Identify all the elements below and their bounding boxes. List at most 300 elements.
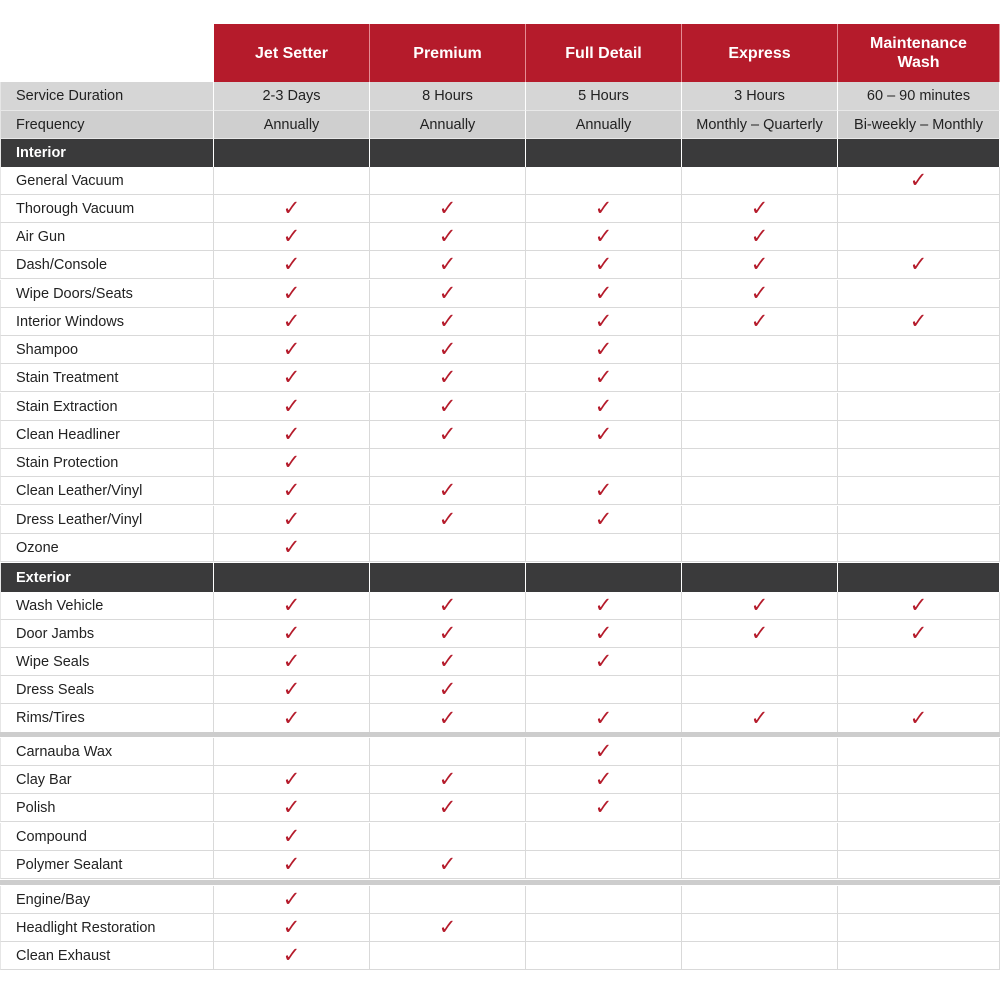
cell-full-detail — [526, 648, 682, 676]
cell-maintenance-wash — [838, 534, 1000, 562]
cell-jet-setter — [214, 421, 370, 449]
checkmark-icon: ✓ — [750, 252, 769, 276]
checkmark-icon: ✓ — [750, 621, 769, 645]
cell-premium — [370, 766, 526, 794]
cell-express — [682, 794, 838, 822]
cell-jet-setter — [214, 534, 370, 562]
table-row — [0, 421, 1000, 449]
row-label: Stain Treatment — [0, 364, 214, 392]
cell-premium — [370, 942, 526, 970]
cell-express — [682, 280, 838, 308]
checkmark-icon: ✓ — [594, 422, 613, 446]
checkmark-icon: ✓ — [282, 224, 301, 248]
cell-express — [682, 648, 838, 676]
cell-express — [682, 364, 838, 392]
cell-jet-setter — [214, 506, 370, 534]
column-header-full-detail: Full Detail — [526, 24, 682, 82]
cell-express — [682, 766, 838, 794]
cell-express — [682, 195, 838, 223]
checkmark-icon: ✓ — [438, 252, 457, 276]
cell-full-detail — [526, 794, 682, 822]
column-header-premium: Premium — [370, 24, 526, 82]
cell-maintenance-wash — [838, 942, 1000, 970]
row-label: Clay Bar — [0, 766, 214, 794]
cell-full-detail — [526, 393, 682, 421]
checkmark-icon: ✓ — [282, 309, 301, 333]
cell-maintenance-wash — [838, 449, 1000, 477]
checkmark-icon: ✓ — [438, 593, 457, 617]
row-label: Ozone — [0, 534, 214, 562]
cell-jet-setter — [214, 766, 370, 794]
row-label: Clean Headliner — [0, 421, 214, 449]
cell-premium — [370, 620, 526, 648]
checkmark-icon: ✓ — [750, 705, 769, 730]
row-label: Stain Extraction — [0, 393, 214, 421]
table-row — [0, 886, 1000, 914]
group-divider — [0, 732, 1000, 737]
row-label: Stain Protection — [0, 449, 214, 477]
checkmark-icon: ✓ — [438, 337, 457, 361]
section-fill — [370, 139, 526, 167]
cell-express — [682, 336, 838, 364]
checkmark-icon: ✓ — [282, 915, 301, 939]
cell-full-detail — [526, 223, 682, 251]
table-row — [0, 167, 1000, 195]
section-fill — [526, 563, 682, 592]
cell-premium — [370, 195, 526, 223]
cell-premium — [370, 851, 526, 879]
cell-premium — [370, 449, 526, 477]
table-row — [0, 794, 1000, 822]
checkmark-icon: ✓ — [282, 621, 301, 645]
table-row — [0, 914, 1000, 942]
checkmark-icon: ✓ — [594, 309, 613, 333]
checkmark-icon: ✓ — [438, 621, 457, 645]
checkmark-icon: ✓ — [594, 621, 613, 645]
checkmark-icon: ✓ — [909, 309, 928, 333]
cell-jet-setter — [214, 794, 370, 822]
checkmark-icon: ✓ — [282, 649, 301, 673]
cell-premium — [370, 280, 526, 308]
cell-express — [682, 421, 838, 449]
checkmark-icon: ✓ — [282, 450, 301, 474]
table-row — [0, 851, 1000, 879]
row-label: General Vacuum — [0, 167, 214, 195]
cell-maintenance-wash — [838, 167, 1000, 195]
service-duration-row — [0, 82, 1000, 111]
section-title: Interior — [0, 139, 214, 167]
cell-jet-setter — [214, 195, 370, 223]
row-label: Headlight Restoration — [0, 914, 214, 942]
cell-express — [682, 449, 838, 477]
checkmark-icon: ✓ — [282, 281, 301, 305]
checkmark-icon: ✓ — [909, 252, 928, 276]
column-header-express: Express — [682, 24, 838, 82]
checkmark-icon: ✓ — [594, 795, 613, 819]
cell-full-detail — [526, 251, 682, 279]
row-label: Wipe Doors/Seats — [0, 280, 214, 308]
cell-value: Annually — [370, 111, 526, 139]
cell-jet-setter — [214, 704, 370, 733]
checkmark-icon: ✓ — [282, 252, 301, 276]
cell-express — [682, 738, 838, 766]
cell-jet-setter — [214, 308, 370, 336]
checkmark-icon: ✓ — [438, 795, 457, 819]
cell-maintenance-wash — [838, 766, 1000, 794]
cell-full-detail — [526, 620, 682, 648]
cell-express — [682, 506, 838, 534]
checkmark-icon: ✓ — [282, 767, 301, 791]
cell-full-detail — [526, 942, 682, 970]
cell-maintenance-wash — [838, 738, 1000, 766]
header-corner — [0, 24, 214, 82]
cell-value: 3 Hours — [682, 82, 838, 111]
cell-full-detail — [526, 308, 682, 336]
row-label: Rims/Tires — [0, 704, 214, 733]
checkmark-icon: ✓ — [282, 196, 301, 220]
section-fill — [214, 563, 370, 592]
checkmark-icon: ✓ — [438, 649, 457, 673]
cell-maintenance-wash — [838, 592, 1000, 620]
header-row — [0, 24, 1000, 82]
cell-premium — [370, 534, 526, 562]
checkmark-icon: ✓ — [282, 535, 301, 559]
checkmark-icon: ✓ — [438, 478, 457, 502]
cell-value: Annually — [214, 111, 370, 139]
cell-premium — [370, 364, 526, 392]
cell-jet-setter — [214, 738, 370, 766]
cell-maintenance-wash — [838, 506, 1000, 534]
checkmark-icon: ✓ — [750, 281, 769, 305]
checkmark-icon: ✓ — [750, 224, 769, 248]
cell-jet-setter — [214, 449, 370, 477]
checkmark-icon: ✓ — [438, 915, 457, 939]
row-label: Wipe Seals — [0, 648, 214, 676]
table-row — [0, 364, 1000, 392]
row-label: Interior Windows — [0, 308, 214, 336]
cell-express — [682, 823, 838, 851]
cell-express — [682, 886, 838, 914]
cell-jet-setter — [214, 823, 370, 851]
cell-jet-setter — [214, 280, 370, 308]
cell-express — [682, 167, 838, 195]
row-label: Air Gun — [0, 223, 214, 251]
table-row — [0, 620, 1000, 648]
checkmark-icon: ✓ — [282, 394, 301, 418]
cell-maintenance-wash — [838, 620, 1000, 648]
cell-full-detail — [526, 914, 682, 942]
table-row — [0, 223, 1000, 251]
checkmark-icon: ✓ — [594, 252, 613, 276]
row-label: Dress Leather/Vinyl — [0, 506, 214, 534]
row-label: Clean Exhaust — [0, 942, 214, 970]
cell-premium — [370, 648, 526, 676]
cell-premium — [370, 506, 526, 534]
cell-jet-setter — [214, 914, 370, 942]
checkmark-icon: ✓ — [594, 281, 613, 305]
table-row — [0, 823, 1000, 851]
cell-express — [682, 676, 838, 704]
checkmark-icon: ✓ — [282, 943, 301, 967]
cell-maintenance-wash — [838, 251, 1000, 279]
cell-maintenance-wash — [838, 823, 1000, 851]
cell-maintenance-wash — [838, 914, 1000, 942]
cell-premium — [370, 676, 526, 704]
checkmark-icon: ✓ — [594, 337, 613, 361]
table-row — [0, 195, 1000, 223]
frequency-row — [0, 111, 1000, 139]
table-row — [0, 393, 1000, 421]
cell-maintenance-wash — [838, 223, 1000, 251]
cell-full-detail — [526, 167, 682, 195]
checkmark-icon: ✓ — [438, 852, 457, 876]
table-row — [0, 308, 1000, 336]
cell-jet-setter — [214, 393, 370, 421]
cell-full-detail — [526, 195, 682, 223]
checkmark-icon: ✓ — [750, 196, 769, 220]
checkmark-icon: ✓ — [282, 887, 301, 911]
section-fill — [682, 563, 838, 592]
cell-jet-setter — [214, 167, 370, 195]
cell-maintenance-wash — [838, 794, 1000, 822]
cell-premium — [370, 794, 526, 822]
checkmark-icon: ✓ — [594, 767, 613, 791]
checkmark-icon: ✓ — [438, 677, 457, 701]
cell-express — [682, 251, 838, 279]
cell-maintenance-wash — [838, 704, 1000, 733]
checkmark-icon: ✓ — [438, 507, 457, 531]
row-label: Engine/Bay — [0, 886, 214, 914]
column-header-jet-setter: Jet Setter — [214, 24, 370, 82]
checkmark-icon: ✓ — [594, 593, 613, 617]
table-row — [0, 477, 1000, 505]
checkmark-icon: ✓ — [282, 852, 301, 876]
cell-maintenance-wash — [838, 886, 1000, 914]
cell-jet-setter — [214, 364, 370, 392]
cell-maintenance-wash — [838, 195, 1000, 223]
table-row — [0, 280, 1000, 308]
table-row — [0, 534, 1000, 562]
cell-premium — [370, 251, 526, 279]
cell-express — [682, 914, 838, 942]
row-label: Carnauba Wax — [0, 738, 214, 766]
cell-express — [682, 851, 838, 879]
cell-full-detail — [526, 823, 682, 851]
cell-maintenance-wash — [838, 477, 1000, 505]
checkmark-icon: ✓ — [594, 478, 613, 502]
cell-express — [682, 308, 838, 336]
table-row — [0, 676, 1000, 704]
cell-full-detail — [526, 886, 682, 914]
cell-value: 60 – 90 minutes — [838, 82, 1000, 111]
section-fill — [526, 139, 682, 167]
cell-full-detail — [526, 851, 682, 879]
table-row — [0, 704, 1000, 733]
cell-jet-setter — [214, 676, 370, 704]
checkmark-icon: ✓ — [282, 337, 301, 361]
cell-maintenance-wash — [838, 393, 1000, 421]
checkmark-icon: ✓ — [438, 394, 457, 418]
cell-premium — [370, 592, 526, 620]
cell-premium — [370, 477, 526, 505]
cell-jet-setter — [214, 620, 370, 648]
table-row — [0, 251, 1000, 279]
section-fill — [214, 139, 370, 167]
cell-maintenance-wash — [838, 421, 1000, 449]
cell-premium — [370, 914, 526, 942]
row-label: Frequency — [0, 111, 214, 139]
cell-express — [682, 620, 838, 648]
cell-jet-setter — [214, 477, 370, 505]
cell-value: Monthly – Quarterly — [682, 111, 838, 139]
checkmark-icon: ✓ — [594, 365, 613, 389]
row-label: Door Jambs — [0, 620, 214, 648]
cell-maintenance-wash — [838, 364, 1000, 392]
checkmark-icon: ✓ — [282, 795, 301, 819]
cell-full-detail — [526, 704, 682, 733]
checkmark-icon: ✓ — [282, 365, 301, 389]
cell-express — [682, 704, 838, 733]
cell-value: Annually — [526, 111, 682, 139]
column-header-maintenance-wash: Maintenance Wash — [838, 24, 1000, 82]
checkmark-icon: ✓ — [438, 422, 457, 446]
section-title: Exterior — [0, 563, 214, 592]
section-fill — [370, 563, 526, 592]
checkmark-icon: ✓ — [282, 593, 301, 617]
cell-full-detail — [526, 676, 682, 704]
cell-full-detail — [526, 336, 682, 364]
row-label: Dress Seals — [0, 676, 214, 704]
cell-express — [682, 534, 838, 562]
cell-premium — [370, 421, 526, 449]
table-row — [0, 648, 1000, 676]
cell-value: Bi-weekly – Monthly — [838, 111, 1000, 139]
checkmark-icon: ✓ — [750, 309, 769, 333]
row-label: Shampoo — [0, 336, 214, 364]
cell-maintenance-wash — [838, 308, 1000, 336]
row-label: Compound — [0, 823, 214, 851]
cell-full-detail — [526, 477, 682, 505]
checkmark-icon: ✓ — [438, 281, 457, 305]
checkmark-icon: ✓ — [594, 394, 613, 418]
cell-value: 2-3 Days — [214, 82, 370, 111]
checkmark-icon: ✓ — [909, 621, 928, 645]
section-fill — [838, 139, 1000, 167]
cell-premium — [370, 393, 526, 421]
cell-full-detail — [526, 766, 682, 794]
checkmark-icon: ✓ — [438, 309, 457, 333]
cell-maintenance-wash — [838, 280, 1000, 308]
section-fill — [682, 139, 838, 167]
cell-premium — [370, 223, 526, 251]
table-row — [0, 766, 1000, 794]
cell-jet-setter — [214, 886, 370, 914]
checkmark-icon: ✓ — [750, 593, 769, 617]
checkmark-icon: ✓ — [438, 767, 457, 791]
checkmark-icon: ✓ — [594, 224, 613, 248]
checkmark-icon: ✓ — [282, 507, 301, 531]
cell-full-detail — [526, 506, 682, 534]
cell-maintenance-wash — [838, 648, 1000, 676]
group-divider — [0, 880, 1000, 885]
cell-premium — [370, 738, 526, 766]
cell-jet-setter — [214, 648, 370, 676]
checkmark-icon: ✓ — [594, 649, 613, 673]
cell-maintenance-wash — [838, 676, 1000, 704]
cell-value: 5 Hours — [526, 82, 682, 111]
row-label: Clean Leather/Vinyl — [0, 477, 214, 505]
cell-express — [682, 393, 838, 421]
cell-jet-setter — [214, 223, 370, 251]
row-label: Wash Vehicle — [0, 592, 214, 620]
checkmark-icon: ✓ — [438, 365, 457, 389]
cell-premium — [370, 704, 526, 733]
cell-express — [682, 477, 838, 505]
cell-jet-setter — [214, 251, 370, 279]
cell-full-detail — [526, 364, 682, 392]
cell-full-detail — [526, 421, 682, 449]
cell-premium — [370, 886, 526, 914]
checkmark-icon: ✓ — [594, 739, 613, 763]
row-label: Polymer Sealant — [0, 851, 214, 879]
cell-jet-setter — [214, 942, 370, 970]
cell-full-detail — [526, 738, 682, 766]
cell-full-detail — [526, 534, 682, 562]
table-row — [0, 942, 1000, 970]
checkmark-icon: ✓ — [438, 224, 457, 248]
cell-express — [682, 942, 838, 970]
cell-express — [682, 223, 838, 251]
cell-jet-setter — [214, 851, 370, 879]
checkmark-icon: ✓ — [594, 705, 613, 730]
section-header-exterior — [0, 563, 1000, 592]
checkmark-icon: ✓ — [909, 168, 928, 192]
checkmark-icon: ✓ — [909, 705, 928, 730]
cell-full-detail — [526, 592, 682, 620]
row-label: Polish — [0, 794, 214, 822]
cell-premium — [370, 336, 526, 364]
checkmark-icon: ✓ — [282, 422, 301, 446]
cell-value: 8 Hours — [370, 82, 526, 111]
cell-premium — [370, 823, 526, 851]
section-header-interior — [0, 139, 1000, 167]
cell-maintenance-wash — [838, 851, 1000, 879]
checkmark-icon: ✓ — [282, 677, 301, 701]
section-fill — [838, 563, 1000, 592]
cell-maintenance-wash — [838, 336, 1000, 364]
row-label: Service Duration — [0, 82, 214, 111]
table-row — [0, 506, 1000, 534]
table-row — [0, 336, 1000, 364]
cell-full-detail — [526, 280, 682, 308]
checkmark-icon: ✓ — [594, 196, 613, 220]
table-row — [0, 449, 1000, 477]
cell-full-detail — [526, 449, 682, 477]
row-label: Thorough Vacuum — [0, 195, 214, 223]
cell-premium — [370, 308, 526, 336]
checkmark-icon: ✓ — [282, 478, 301, 502]
table-row — [0, 738, 1000, 766]
checkmark-icon: ✓ — [438, 196, 457, 220]
row-label: Dash/Console — [0, 251, 214, 279]
checkmark-icon: ✓ — [438, 705, 457, 730]
checkmark-icon: ✓ — [282, 705, 301, 730]
cell-express — [682, 592, 838, 620]
checkmark-icon: ✓ — [909, 593, 928, 617]
table-row — [0, 592, 1000, 620]
cell-jet-setter — [214, 336, 370, 364]
checkmark-icon: ✓ — [594, 507, 613, 531]
